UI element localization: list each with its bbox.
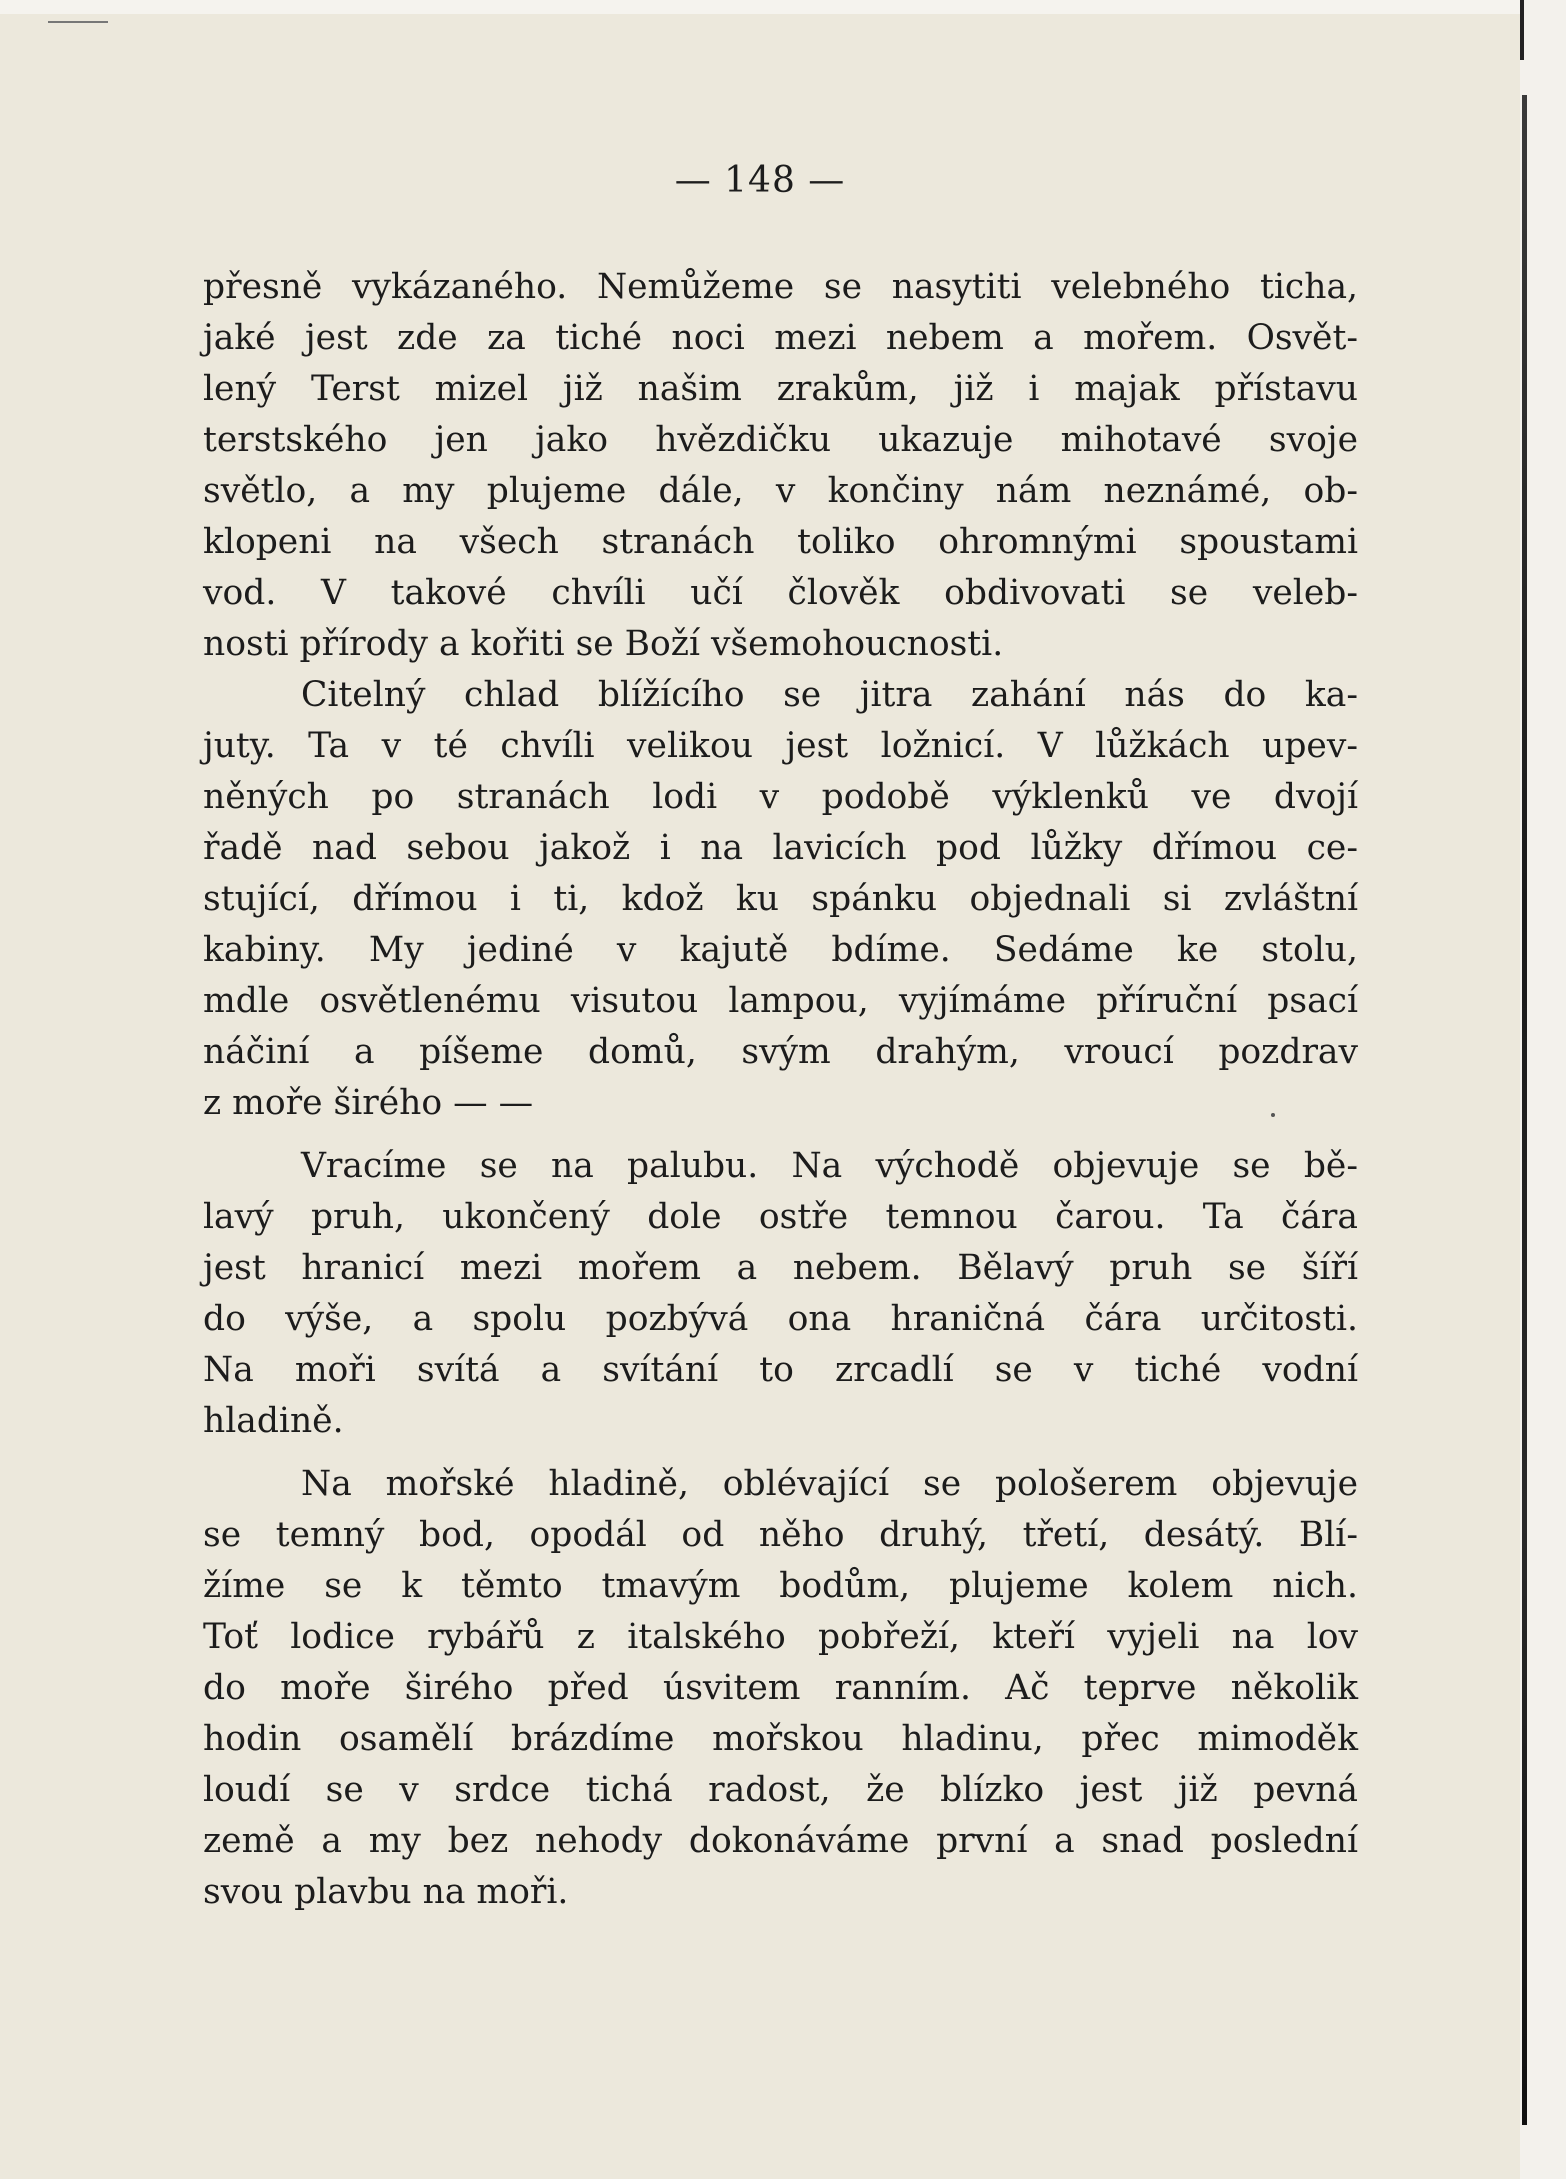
paragraph <box>203 1459 1358 1918</box>
text-line: hladině. <box>203 1401 344 1441</box>
text-line: stující, dřímou i ti, kdož ku spánku objednali si zvláštní <box>203 879 1358 919</box>
text-line: řadě nad sebou jakož i na lavicích pod lůžky dřímou ce- <box>203 828 1358 868</box>
text-line: nosti přírody a kořiti se Boží všemohoucnosti. <box>203 624 1004 664</box>
text-line: kabiny. My jediné v kajutě bdíme. Sedáme ke stolu, <box>203 930 1358 970</box>
text-line: mdle osvětlenému visutou lampou, vyjímáme příruční psací <box>203 981 1358 1021</box>
text-line: do výše, a spolu pozbývá ona hraničná čára určitosti. <box>203 1299 1358 1339</box>
scan-mark <box>48 21 108 23</box>
text-line: lený Terst mizel již našim zrakům, již i majak přístavu <box>203 369 1358 409</box>
text-line: z moře širého — — <box>203 1083 534 1123</box>
text-line: vod. V takové chvíli učí člověk obdivovati se veleb- <box>203 573 1358 613</box>
text-line: terstského jen jako hvězdičku ukazuje mihotavé svoje <box>203 420 1358 460</box>
text-line: náčiní a píšeme domů, svým drahým, vroucí pozdrav <box>203 1032 1358 1072</box>
text-line: hodin osamělí brázdíme mořskou hladinu, přec mimoděk <box>203 1719 1358 1759</box>
paragraph <box>203 1141 1358 1447</box>
text-line: lavý pruh, ukončený dole ostře temnou čarou. Ta čára <box>203 1197 1358 1237</box>
text-line: juty. Ta v té chvíli velikou jest ložnicí. V lůžkách upev- <box>203 726 1358 766</box>
page-top-edge <box>0 0 1520 14</box>
text-line: Toť lodice rybářů z italského pobřeží, kteří vyjeli na lov <box>203 1617 1358 1657</box>
text-line: přesně vykázaného. Nemůžeme se nasytiti velebného ticha, <box>203 267 1358 307</box>
page-number: — 148 — <box>674 160 846 201</box>
text-line: žíme se k těmto tmavým bodům, plujeme kolem nich. <box>203 1566 1358 1606</box>
binding-edge-top <box>1520 0 1524 60</box>
text-line: Na moři svítá a svítání to zrcadlí se v tiché vodní <box>203 1350 1358 1390</box>
text-line: svou plavbu na moři. <box>203 1872 569 1912</box>
text-line: Citelný chlad blížícího se jitra zahání nás do ka- <box>301 675 1358 715</box>
text-line: jest hranicí mezi mořem a nebem. Bělavý pruh se šíří <box>203 1248 1358 1288</box>
text-line: se temný bod, opodál od něho druhý, třetí, desátý. Blí- <box>203 1515 1358 1555</box>
text-line: klopeni na všech stranách toliko ohromnými spoustami <box>203 522 1358 562</box>
text-line: do moře širého před úsvitem ranním. Ač teprve několik <box>203 1668 1358 1708</box>
text-line: loudí se v srdce tichá radost, že blízko jest již pevná <box>203 1770 1358 1810</box>
text-line: jaké jest zde za tiché noci mezi nebem a mořem. Osvět- <box>203 318 1358 358</box>
paragraph <box>203 670 1358 1129</box>
binding-edge <box>1522 95 1527 2125</box>
text-line: něných po stranách lodi v podobě výklenků ve dvojí <box>203 777 1358 817</box>
text-line: Na mořské hladině, oblévající se pološerem objevuje <box>301 1464 1358 1504</box>
paragraph <box>203 262 1358 670</box>
text-line: země a my bez nehody dokonáváme první a snad poslední <box>203 1821 1358 1861</box>
body-text <box>203 262 1358 1918</box>
ink-speck <box>1271 1113 1275 1117</box>
text-line: světlo, a my plujeme dále, v končiny nám neznámé, ob- <box>203 471 1358 511</box>
text-line: Vracíme se na palubu. Na východě objevuje se bě- <box>301 1146 1358 1186</box>
